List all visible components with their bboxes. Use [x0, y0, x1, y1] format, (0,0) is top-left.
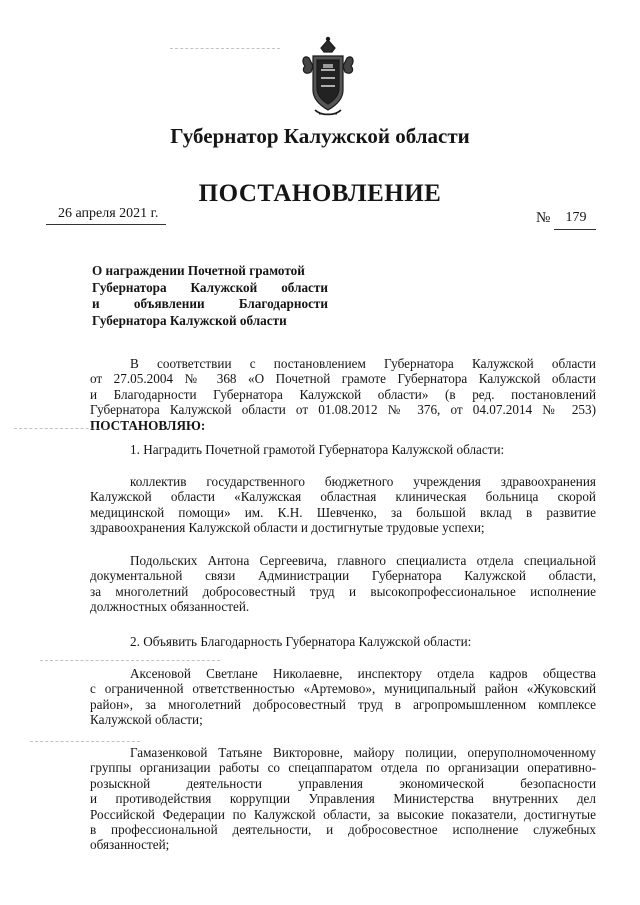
- thanks-paragraph-2: [90, 745, 596, 853]
- text-line: Калужской области;: [90, 712, 203, 728]
- text-line: с ограниченной ответственностью «Артемово», муниципальный район «Жуковский: [90, 681, 596, 697]
- text-line: 1. Наградить Почетной грамотой Губернатора Калужской области:: [130, 442, 505, 457]
- text-line: группы организации работы со спецаппаратом отдела по организации оперативно-: [90, 760, 596, 776]
- text-line: обязанностей;: [90, 837, 170, 853]
- decree-word: ПОСТАНОВЛЯЮ:: [90, 417, 206, 433]
- text-line: коллектив государственного бюджетного учреждения здравоохранения: [130, 474, 596, 489]
- issuer-title: Губернатор Калужской области: [170, 124, 470, 148]
- scan-artifact: [40, 660, 220, 661]
- text-line: Гамазенковой Татьяне Викторовне, майору полиции, оперуполномоченному: [130, 745, 596, 760]
- text-line: за многолетний добросовестный труд и высокопрофессиональное исполнение: [90, 583, 596, 599]
- scan-artifact: [14, 428, 104, 429]
- award-paragraph-2: [90, 553, 596, 615]
- subject-line: О награждении Почетной грамотой: [92, 263, 305, 278]
- text-line: и Благодарности Губернатора Калужской области» (в ред. постановлений: [90, 386, 596, 402]
- text-line: розыскной деятельности управления экономической безопасности: [90, 775, 596, 791]
- text-line: Губернатора Калужской области от 01.08.2012 № 376, от 04.07.2014 № 253): [90, 402, 596, 418]
- document-subject: [92, 263, 328, 329]
- text-line: от 27.05.2004 № 368 «О Почетной грамоте Губернатора Калужской области: [90, 371, 596, 387]
- text-line: должностных обязанностей.: [90, 599, 250, 615]
- subject-line: и объявлении Благодарности: [92, 296, 328, 311]
- text-line: документальной связи Администрации Губернатора Калужской области,: [90, 568, 596, 584]
- text-line: район», за многолетний добросовестный труд в агропромышленном комплексе: [90, 696, 596, 712]
- item-2-heading: [90, 634, 596, 649]
- text-line: В соответствии с постановлением Губернатора Калужской области: [130, 356, 596, 371]
- subject-line: Губернатора Калужской области: [92, 279, 328, 295]
- award-paragraph-1: [90, 474, 596, 536]
- scan-artifact: [170, 48, 280, 49]
- preamble-paragraph: [90, 356, 596, 433]
- number-underline: [554, 229, 596, 230]
- date-underline: [46, 224, 166, 225]
- document-number: 179: [565, 210, 587, 225]
- item-1-heading: [90, 442, 596, 457]
- document-date: 26 апреля 2021 г.: [58, 206, 159, 221]
- subject-line: Губернатора Калужской области: [92, 312, 287, 328]
- text-line: Аксеновой Светлане Николаевне, инспектору отдела кадров общества: [130, 666, 596, 681]
- scan-artifact: [30, 741, 140, 742]
- text-line: Российской Федерации по Калужской области, за высокие показатели, достигнутые: [90, 806, 596, 822]
- coat-of-arms-icon: [299, 36, 357, 120]
- document-type: ПОСТАНОВЛЕНИЕ: [198, 180, 442, 207]
- thanks-paragraph-1: [90, 666, 596, 728]
- number-label: №: [536, 210, 551, 226]
- text-line: и противодействия коррупции Управления Министерства внутренних дел: [90, 791, 596, 807]
- text-line: 2. Объявить Благодарность Губернатора Калужской области:: [130, 634, 472, 649]
- text-line: здравоохранения Калужской области и достигнутые трудовые успехи;: [90, 520, 485, 536]
- text-line: Подольских Антона Сергеевича, главного специалиста отдела специальной: [130, 553, 596, 568]
- text-line: Калужской области «Калужская областная клиническая больница скорой: [90, 489, 596, 505]
- text-line: в профессиональной деятельности, и добросовестное исполнение служебных: [90, 822, 596, 838]
- text-line: медицинской помощи» им. К.Н. Шевченко, за большой вклад в развитие: [90, 504, 596, 520]
